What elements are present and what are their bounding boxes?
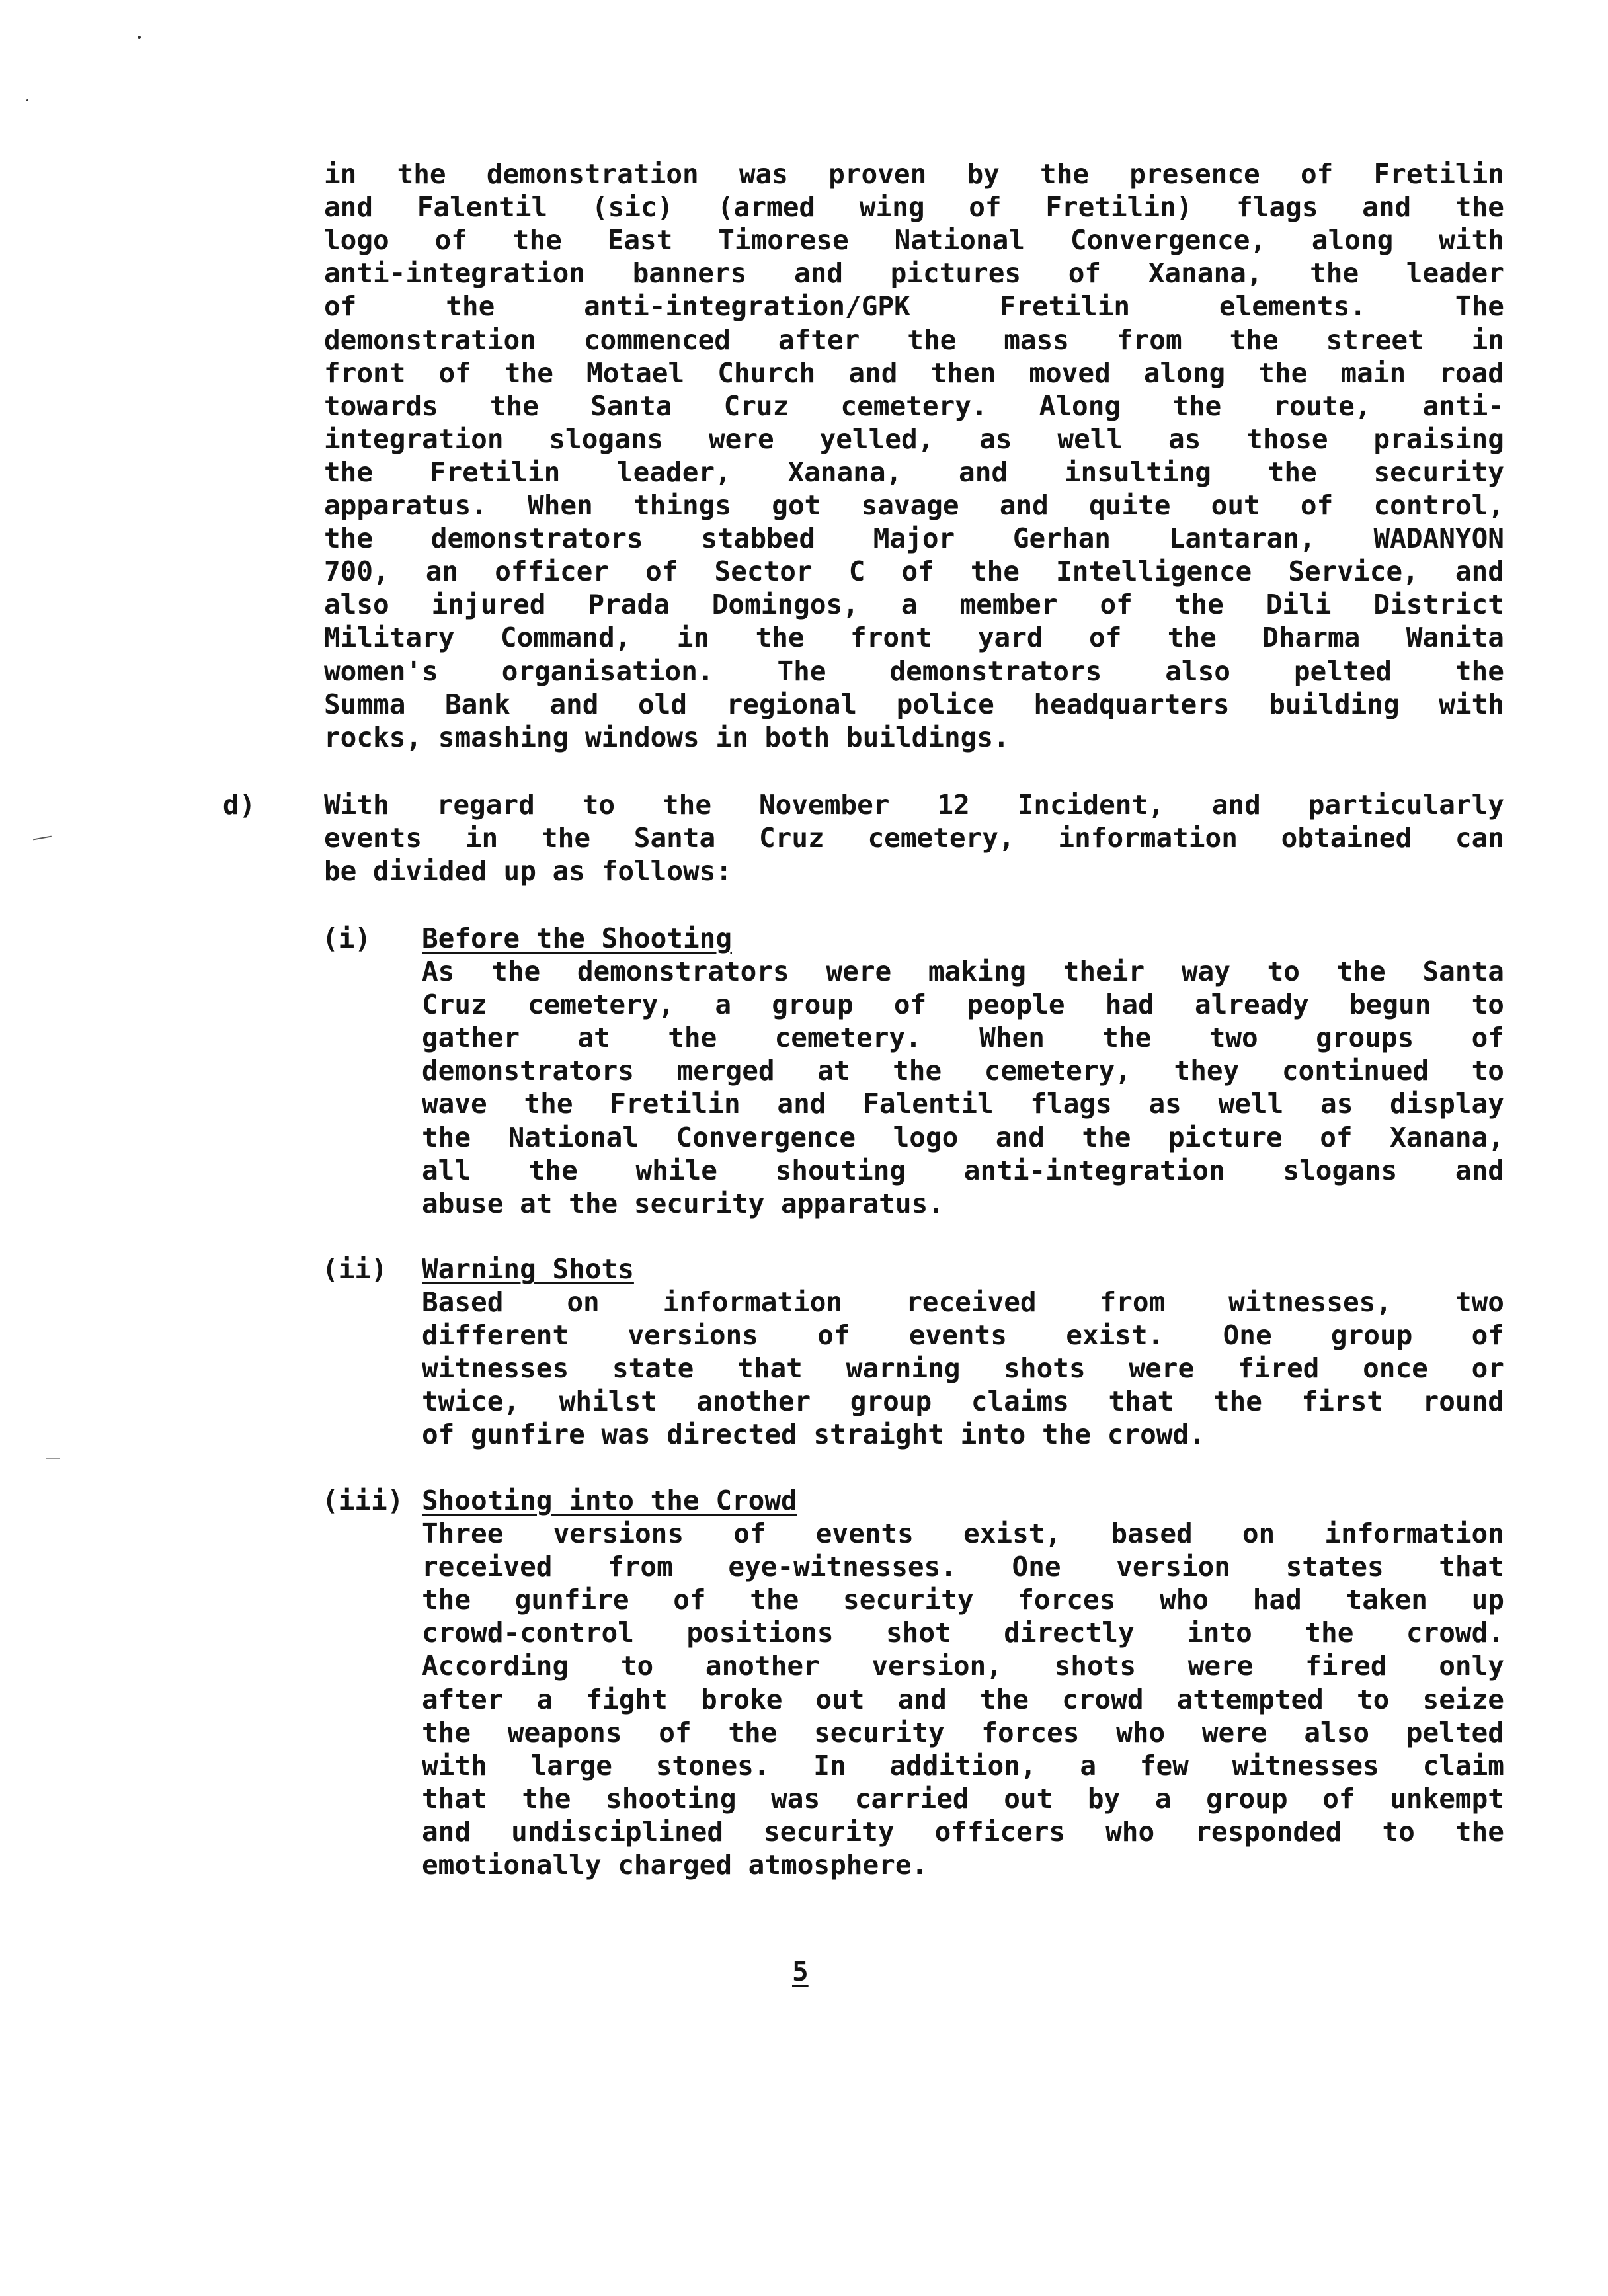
text-line: integration slogans were yelled, as well as those praising: [324, 423, 1504, 455]
text-line: the gunfire of the security forces who had taken up: [422, 1584, 1504, 1616]
text-line: Military Command, in the front yard of the Dharma Wanita: [324, 622, 1504, 654]
text-line: logo of the East Timorese National Convergence, along with: [324, 224, 1504, 257]
text-line: be divided up as follows:: [324, 855, 733, 887]
text-line: wave the Fretilin and Falentil flags as well as display: [422, 1088, 1504, 1120]
text-line: front of the Motael Church and then moved along the main road: [324, 356, 1504, 389]
text-line: With regard to the November 12 Incident, and particularly: [324, 789, 1504, 821]
text-line: abuse at the security apparatus.: [422, 1187, 944, 1219]
text-line: the weapons of the security forces who were also pelted: [422, 1716, 1504, 1748]
subsection-i-heading: Before the Shooting: [422, 922, 732, 954]
text-line: the Fretilin leader, Xanana, and insulting the security: [324, 456, 1504, 488]
text-line: and undisciplined security officers who responded to the: [422, 1815, 1504, 1848]
text-line: demonstration commenced after the mass from the street in: [324, 323, 1504, 356]
text-line: all the while shouting anti-integration slogans and: [422, 1154, 1504, 1186]
text-line: that the shooting was carried out by a group of unkempt: [422, 1782, 1504, 1815]
text-line: gather at the cemetery. When the two groups of: [422, 1022, 1504, 1054]
text-line: and Falentil (sic) (armed wing of Fretilin) flags and the: [324, 191, 1504, 224]
subsection-ii-heading: Warning Shots: [422, 1253, 634, 1285]
text-line: after a fight broke out and the crowd attempted to seize: [422, 1683, 1504, 1715]
scan-speck: [26, 99, 28, 101]
text-line: with large stones. In addition, a few witnesses claim: [422, 1749, 1504, 1782]
text-line: apparatus. When things got savage and quite out of control,: [324, 489, 1504, 521]
scan-mark: [33, 836, 52, 840]
text-line: women's organisation. The demonstrators also pelted the: [324, 655, 1504, 687]
text-line: witnesses state that warning shots were fired once or: [422, 1352, 1504, 1385]
scan-speck: [138, 36, 141, 39]
text-line: of gunfire was directed straight into the crowd.: [422, 1418, 1205, 1451]
text-line: emotionally charged atmosphere.: [422, 1849, 928, 1881]
text-line: 700, an officer of Sector C of the Intelligence Service, and: [324, 555, 1504, 588]
text-line: also injured Prada Domingos, a member of the Dili District: [324, 589, 1504, 621]
text-line: demonstrators merged at the cemetery, they continued to: [422, 1055, 1504, 1087]
section-d-marker: d): [223, 789, 256, 821]
subsection-ii-marker: (ii): [322, 1253, 387, 1285]
text-line: received from eye-witnesses. One version states that: [422, 1551, 1504, 1583]
subsection-i-marker: (i): [322, 922, 372, 954]
page-number: 5: [792, 1955, 809, 1987]
text-line: rocks, smashing windows in both buildings.: [324, 721, 1010, 753]
subsection-iii-marker: (iii): [322, 1485, 404, 1516]
text-line: in the demonstration was proven by the presence of Fretilin: [324, 158, 1504, 190]
text-line: the demonstrators stabbed Major Gerhan Lantaran, WADANYON: [324, 522, 1504, 555]
text-line: anti-integration banners and pictures of Xanana, the leader: [324, 257, 1504, 290]
text-line: different versions of events exist. One group of: [422, 1319, 1504, 1352]
text-line: Cruz cemetery, a group of people had already begun to: [422, 989, 1504, 1021]
text-line: crowd-control positions shot directly into the crowd.: [422, 1617, 1504, 1649]
text-line: Summa Bank and old regional police headquarters building with: [324, 688, 1504, 720]
text-line: towards the Santa Cruz cemetery. Along the route, anti-: [324, 390, 1504, 422]
text-line: twice, whilst another group claims that the first round: [422, 1385, 1504, 1418]
text-line: of the anti-integration/GPK Fretilin elements. The: [324, 290, 1504, 323]
text-line: events in the Santa Cruz cemetery, information obtained can: [324, 822, 1504, 854]
subsection-iii-heading: Shooting into the Crowd: [422, 1485, 797, 1516]
scan-mark: [46, 1458, 60, 1459]
text-line: Based on information received from witnesses, two: [422, 1286, 1504, 1318]
text-line: According to another version, shots were fired only: [422, 1650, 1504, 1682]
text-line: As the demonstrators were making their way to the Santa: [422, 956, 1504, 987]
text-line: Three versions of events exist, based on information: [422, 1518, 1504, 1549]
text-line: the National Convergence logo and the picture of Xanana,: [422, 1121, 1504, 1153]
